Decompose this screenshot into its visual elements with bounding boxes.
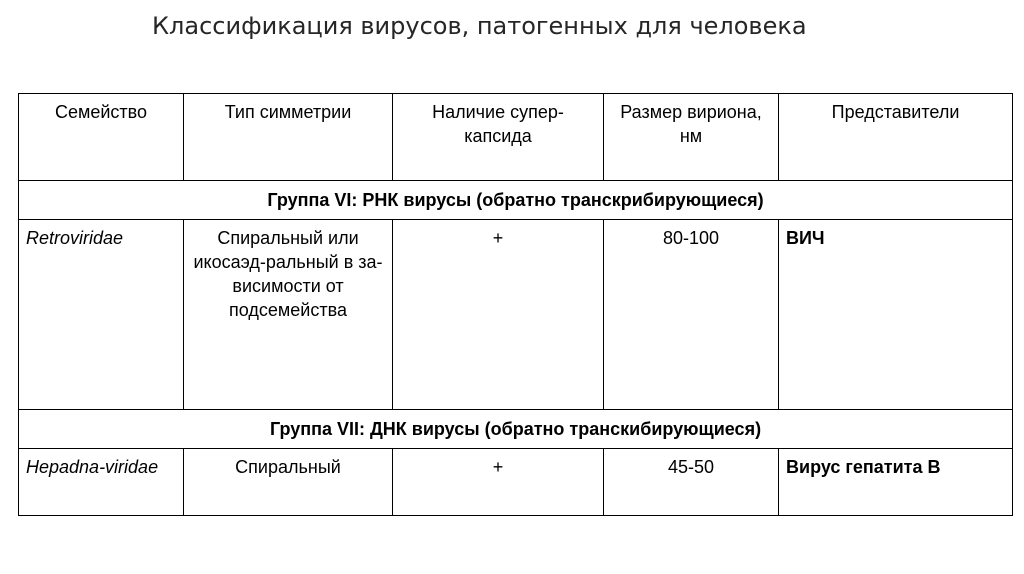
cell-family: Retroviridae — [19, 220, 184, 410]
header-virion-size: Размер вириона, нм — [604, 94, 779, 181]
cell-representatives: ВИЧ — [779, 220, 1013, 410]
group-row-vii — [19, 410, 1013, 449]
header-family: Семейство — [19, 94, 184, 181]
header-symmetry: Тип симметрии — [184, 94, 393, 181]
virus-classification-table — [18, 93, 1013, 516]
group-label: Группа VII: ДНК вирусы (обратно транскибирующиеся) — [19, 410, 1013, 449]
group-label: Группа VI: РНК вирусы (обратно транскрибирующиеся) — [19, 181, 1013, 220]
cell-family: Hepadna-viridae — [19, 449, 184, 516]
group-row-vi — [19, 181, 1013, 220]
header-representatives: Представители — [779, 94, 1013, 181]
cell-supercapsid: + — [393, 449, 604, 516]
slide-title: Классификация вирусов, патогенных для человека — [152, 12, 807, 40]
header-supercapsid: Наличие супер-капсида — [393, 94, 604, 181]
table-header-row — [19, 94, 1013, 181]
cell-symmetry: Спиральный — [184, 449, 393, 516]
table-row — [19, 449, 1013, 516]
cell-supercapsid: + — [393, 220, 604, 410]
cell-size: 45-50 — [604, 449, 779, 516]
table-row — [19, 220, 1013, 410]
cell-representatives: Вирус гепатита В — [779, 449, 1013, 516]
cell-size: 80-100 — [604, 220, 779, 410]
cell-symmetry: Спиральный или икосаэд-ральный в за-висимости от подсемейства — [184, 220, 393, 410]
